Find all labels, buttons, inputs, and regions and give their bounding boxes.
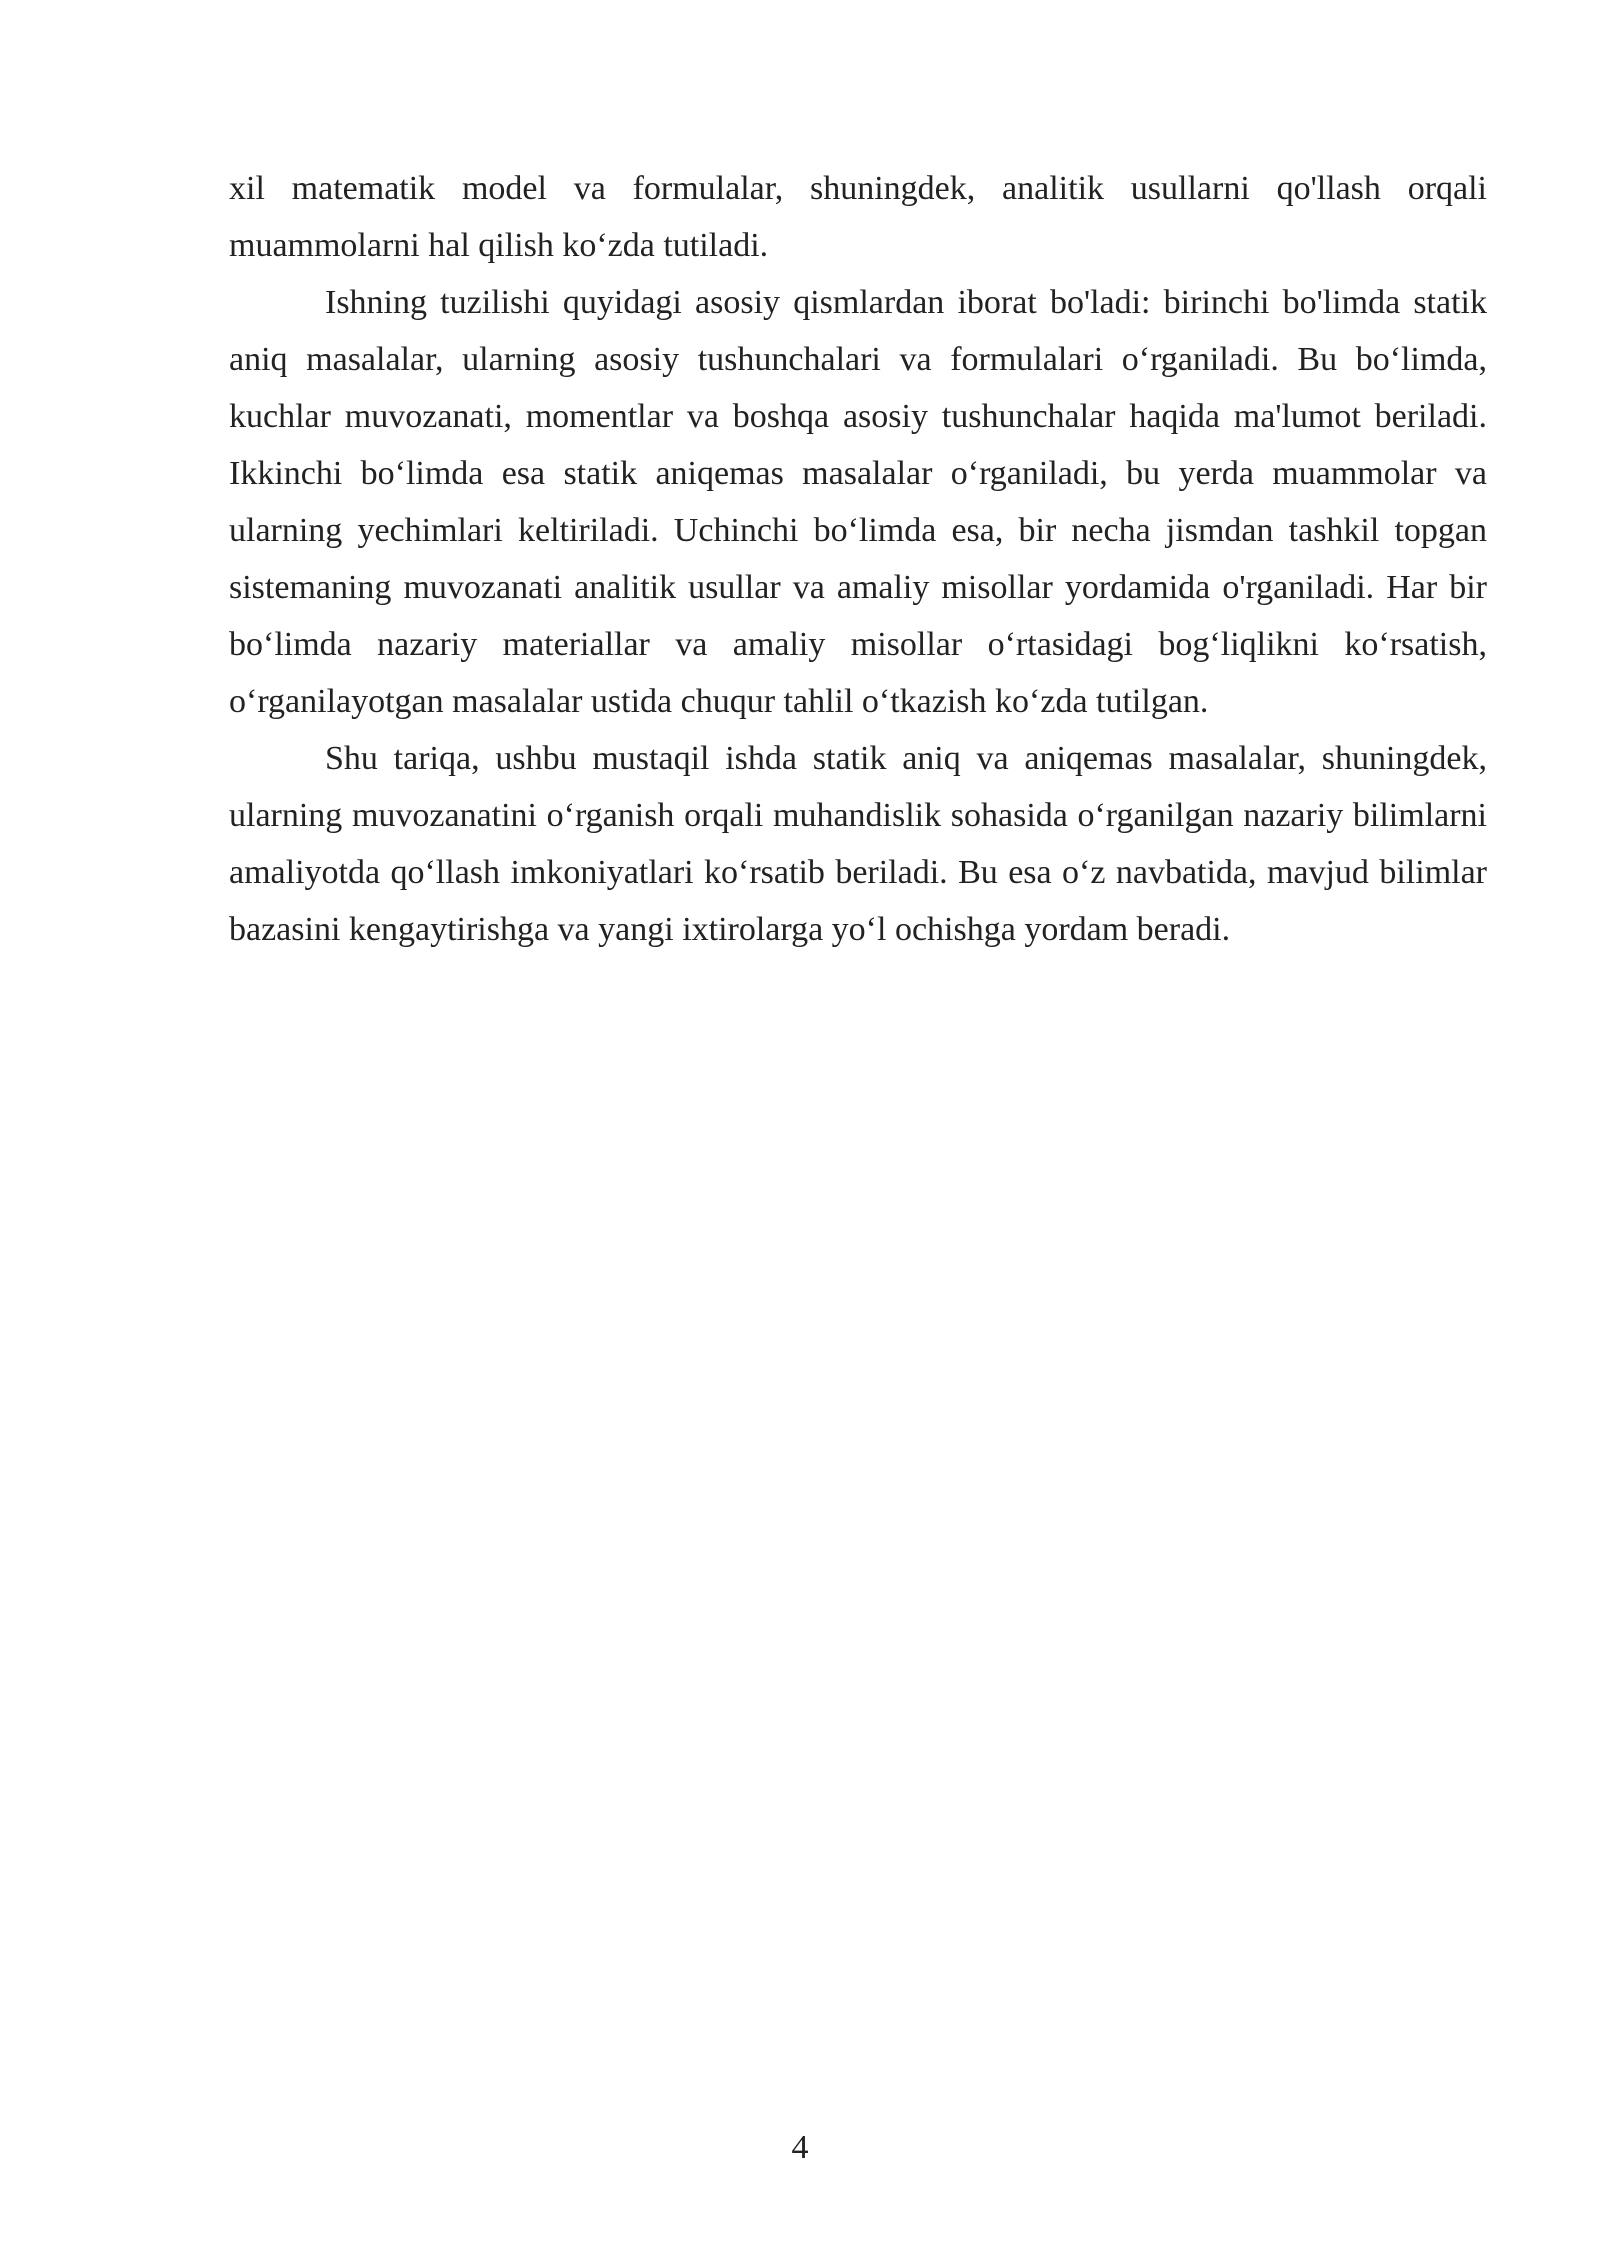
paragraph-conclusion: Shu tariqa, ushbu mustaqil ishda statik aniq va aniqemas masalalar, shuningdek, ularning muvozanatini o‘rganish orqali muhandislik sohasida o‘rganilgan nazariy bilimlarni amaliyotda qo‘llash imkoniyatlari ko‘rsatib beriladi. Bu esa o‘z navbatida, mavjud bilimlar bazasini kengaytirishga va yangi ixtirolarga yo‘l ochishga yordam beradi. (229, 740, 1487, 948)
page-number: 4 (791, 2129, 809, 2166)
paragraph-continuation: xil matematik model va formulalar, shuningdek, analitik usullarni qo'llash orqali muammolarni hal qilish ko‘zda tutiladi. (229, 170, 1487, 264)
paragraph-structure: Ishning tuzilishi quyidagi asosiy qismlardan iborat bo'ladi: birinchi bo'limda statik aniq masalalar, ularning asosiy tushunchalari va formulalari o‘rganiladi. Bu bo‘limda, kuchlar muvozanati, momentlar va boshqa asosiy tushunchalar haqida ma'lumot beriladi. Ikkinchi bo‘limda esa statik aniqemas masalalar o‘rganiladi, bu yerda muammolar va ularning yechimlari keltiriladi. Uchinchi bo‘limda esa, bir necha jismdan tashkil topgan sistemaning muvozanati analitik usullar va amaliy misollar yordamida o'rganiladi. Har bir bo‘limda nazariy materiallar va amaliy misollar o‘rtasidagi bog‘liqlikni ko‘rsatish, o‘rganilayotgan masalalar ustida chuqur tahlil o‘tkazish ko‘zda tutilgan. (229, 284, 1487, 720)
body-text (229, 160, 1487, 958)
